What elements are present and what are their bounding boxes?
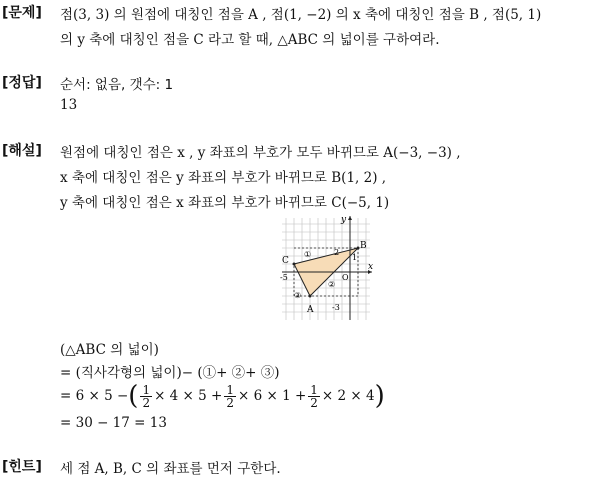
problem-line-1: 점(3, 3) 의 원점에 대칭인 점을 A , 점(1, −2) 의 x 축에 대칭인 점을 B , 점(5, 1) — [60, 7, 542, 23]
fraction-3 — [308, 384, 320, 409]
fraction-3-num: 1 — [310, 382, 318, 397]
calc-term-3: × 2 × 4 — [321, 388, 375, 404]
solution-line-3: y 축에 대칭인 점은 x 좌표의 부호가 바뀌므로 C(−5, 1) — [60, 195, 390, 211]
solution-line-2: x 축에 대칭인 점은 y 좌표의 부호가 바뀌므로 B(1, 2) , — [60, 170, 387, 186]
fraction-2 — [224, 384, 236, 409]
point-c-marker — [293, 263, 296, 266]
tick-1: 1 — [352, 253, 358, 262]
right-paren: ) — [374, 381, 385, 411]
calc-line-2: = (직사각형의 넓이)− (①+ ②+ ③) — [60, 365, 280, 381]
point-a-marker — [309, 295, 312, 298]
problem-line-2: 의 y 축에 대칭인 점을 C 라고 할 때, △ABC 의 넓이를 구하여라. — [60, 32, 440, 48]
tick-neg5: -5 — [280, 273, 288, 282]
fraction-1-den: 2 — [142, 395, 151, 410]
problem-label: [문제] — [2, 5, 42, 21]
calc-term-1: × 4 × 5 + — [154, 388, 223, 404]
tick-2: 2 — [334, 248, 340, 257]
answer-label: [정답] — [2, 75, 42, 91]
calc-line-4: = 30 − 17 = 13 — [60, 415, 167, 431]
fraction-1 — [140, 384, 152, 409]
hint-text: 세 점 A, B, C 의 좌표를 먼저 구한다. — [60, 461, 281, 477]
fraction-2-den: 2 — [226, 395, 234, 410]
point-b-label: B — [360, 241, 367, 251]
answer-meta: 순서: 없음, 갯수: 1 — [60, 77, 174, 93]
calc-line-3 — [60, 378, 385, 414]
calc-line-3-prefix: = 6 × 5 − — [60, 388, 129, 404]
fraction-1-num: 1 — [142, 382, 151, 397]
solution-label: [해설] — [2, 143, 42, 159]
region-1-label: ① — [304, 250, 312, 259]
origin-label: O — [342, 273, 349, 282]
fraction-2-num: 1 — [226, 382, 234, 397]
coordinate-figure — [278, 214, 378, 324]
fraction-3-den: 2 — [310, 395, 318, 410]
region-3-label: ③ — [294, 291, 302, 300]
calc-line-1: (△ABC 의 넓이) — [60, 342, 159, 358]
solution-line-1: 원점에 대칭인 점은 x , y 좌표의 부호가 모두 바뀌므로 A(−3, −3) , — [60, 145, 461, 161]
left-paren: ( — [128, 381, 139, 411]
tick-neg3: -3 — [332, 303, 340, 312]
point-a-label: A — [307, 305, 314, 315]
calc-term-2: × 6 × 1 + — [238, 388, 307, 404]
axis-x-label: x — [368, 262, 374, 272]
point-c-label: C — [282, 256, 289, 266]
axis-y-label: y — [341, 215, 347, 225]
y-axis-arrow-icon — [348, 216, 352, 220]
hint-label: [힌트] — [2, 459, 42, 475]
region-2-label: ② — [328, 280, 336, 289]
answer-value: 13 — [60, 97, 78, 113]
